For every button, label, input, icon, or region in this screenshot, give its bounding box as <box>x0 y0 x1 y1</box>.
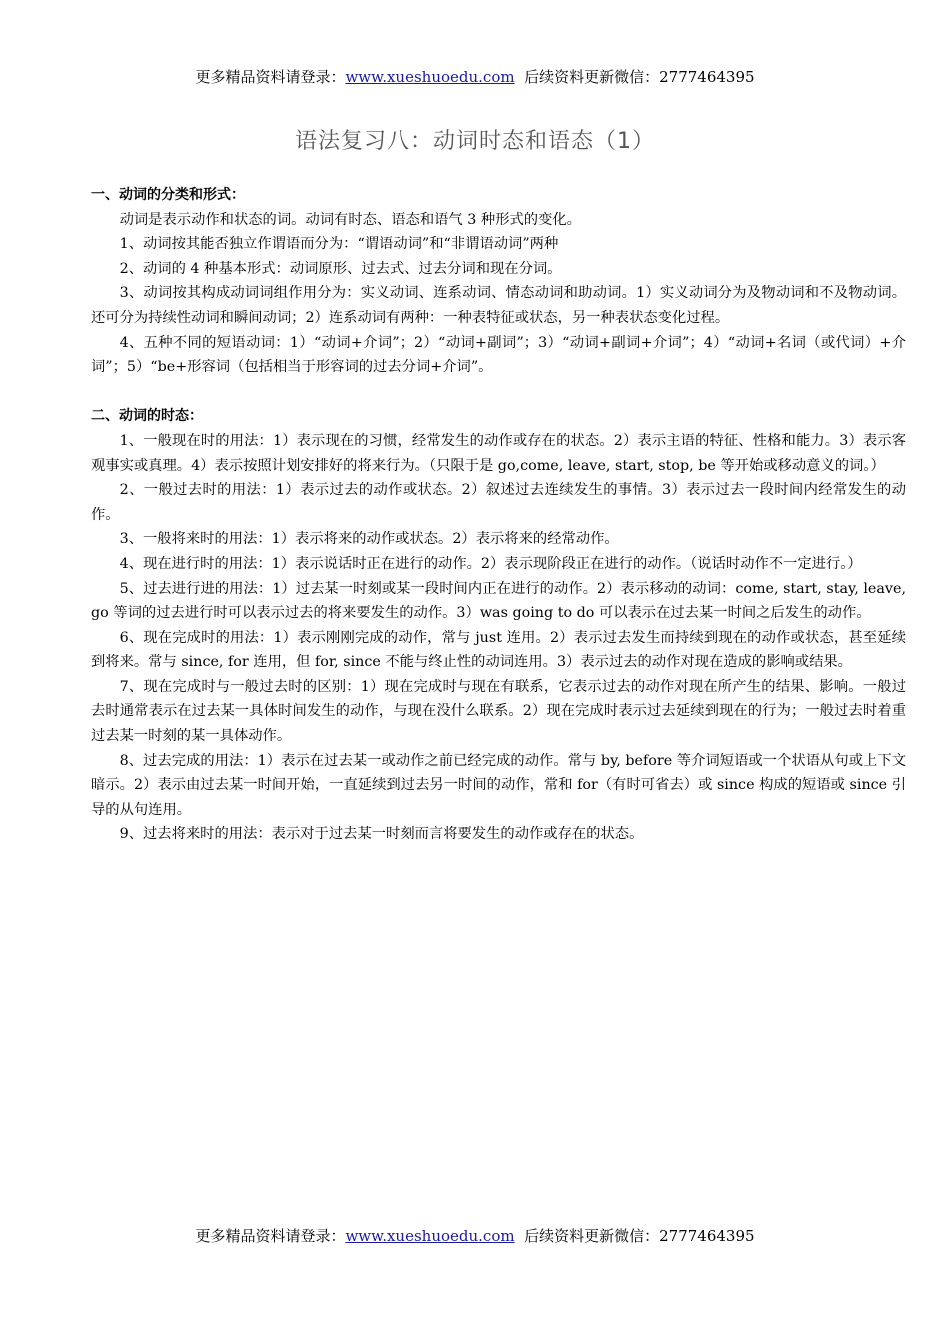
footer-suffix: 后续资料更新微信：2777464395 <box>524 1227 755 1245</box>
paragraph: 动词是表示动作和状态的词。动词有时态、语态和语气 3 种形式的变化。 <box>119 211 581 228</box>
paragraph: 2、动词的 4 种基本形式：动词原形、过去式、过去分词和现在分词。 <box>119 260 562 277</box>
section-heading-tenses: 二、动词的时态： <box>91 408 203 425</box>
paragraph: 6、现在完成时的用法：1）表示刚刚完成的动作，常与 just 连用。2）表示过去发生而持续到现在的动作或状态，甚至延续到将来。常与 since, for 连用，但 for, since 不能与终止性的动词连用。3）表示过去的动作对现在造成的影响或结果。 <box>91 629 906 671</box>
page-footer <box>0 1226 950 1246</box>
page-header <box>0 67 950 87</box>
paragraph: 3、动词按其构成动词词组作用分为：实义动词、连系动词、情态动词和助动词。1）实义动词分为及物动词和不及物动词。还可分为持续性动词和瞬间动词；2）连系动词有两种：一种表特征或状态，另一种表状态变化过程。 <box>91 285 906 326</box>
header-suffix: 后续资料更新微信：2777464395 <box>524 68 755 86</box>
document-title: 语法复习八：动词时态和语态（1） <box>295 129 655 154</box>
paragraph: 9、过去将来时的用法：表示对于过去某一时刻而言将要发生的动作或存在的状态。 <box>119 826 644 843</box>
paragraph: 1、一般现在时的用法：1）表示现在的习惯，经常发生的动作或存在的状态。2）表示主语的特征、性格和能力。3）表示客观事实或真理。4）表示按照计划安排好的将来行为。（只限于是 go,come, leave, start, stop, be 等开始或移动意义的词。） <box>91 432 906 474</box>
document-body <box>91 183 906 847</box>
paragraph: 4、现在进行时的用法：1）表示说话时正在进行的动作。2）表示现阶段正在进行的动作。（说话时动作不一定进行。） <box>119 555 862 572</box>
paragraph: 7、现在完成时与一般过去时的区别：1）现在完成时与现在有联系，它表示过去的动作对现在所产生的结果、影响。一般过去时通常表示在过去某一具体时间发生的动作，与现在没什么联系。2）现在完成时表示过去延续到现在的行为；一般过去时着重过去某一时刻的某一具体动作。 <box>91 678 906 745</box>
section-heading-classification: 一、动词的分类和形式： <box>91 187 245 203</box>
header-prefix: 更多精品资料请登录： <box>195 68 346 86</box>
section-spacer <box>91 380 906 405</box>
footer-prefix: 更多精品资料请登录： <box>195 1227 346 1245</box>
paragraph: 2、一般过去时的用法：1）表示过去的动作或状态。2）叙述过去连续发生的事情。3）表示过去一段时间内经常发生的动作。 <box>91 482 906 523</box>
paragraph: 8、过去完成的用法：1）表示在过去某一或动作之前已经完成的动作。常与 by, before 等介词短语或一个状语从句或上下文暗示。2）表示由过去某一时间开始，一直延续到过去另一时间的动作，常和 for（有时可省去）或 since 构成的短语或 since 引导的从句连用。 <box>91 752 906 818</box>
paragraph: 4、五种不同的短语动词：1）“动词+介词”；2）“动词+副词”；3）“动词+副词+介词”；4）“动词+名词（或代词）+介词”；5）“be+形容词（包括相当于形容词的过去分词+介词”。 <box>91 334 906 376</box>
paragraph: 1、动词按其能否独立作谓语而分为：“谓语动词”和“非谓语动词”两种 <box>119 236 559 253</box>
paragraph: 3、一般将来时的用法：1）表示将来的动作或状态。2）表示将来的经常动作。 <box>119 531 619 548</box>
header-link[interactable]: www.xueshuoedu.com <box>345 68 515 86</box>
paragraph: 5、过去进行进的用法：1）过去某一时刻或某一段时间内正在进行的动作。2）表示移动的动词：come, start, stay, leave, go 等词的过去进行时可以表示过去的将来要发生的动作。3）was going to do 可以表示在过去某一时间之后发生的动作。 <box>91 580 906 622</box>
footer-link[interactable]: www.xueshuoedu.com <box>345 1227 515 1245</box>
